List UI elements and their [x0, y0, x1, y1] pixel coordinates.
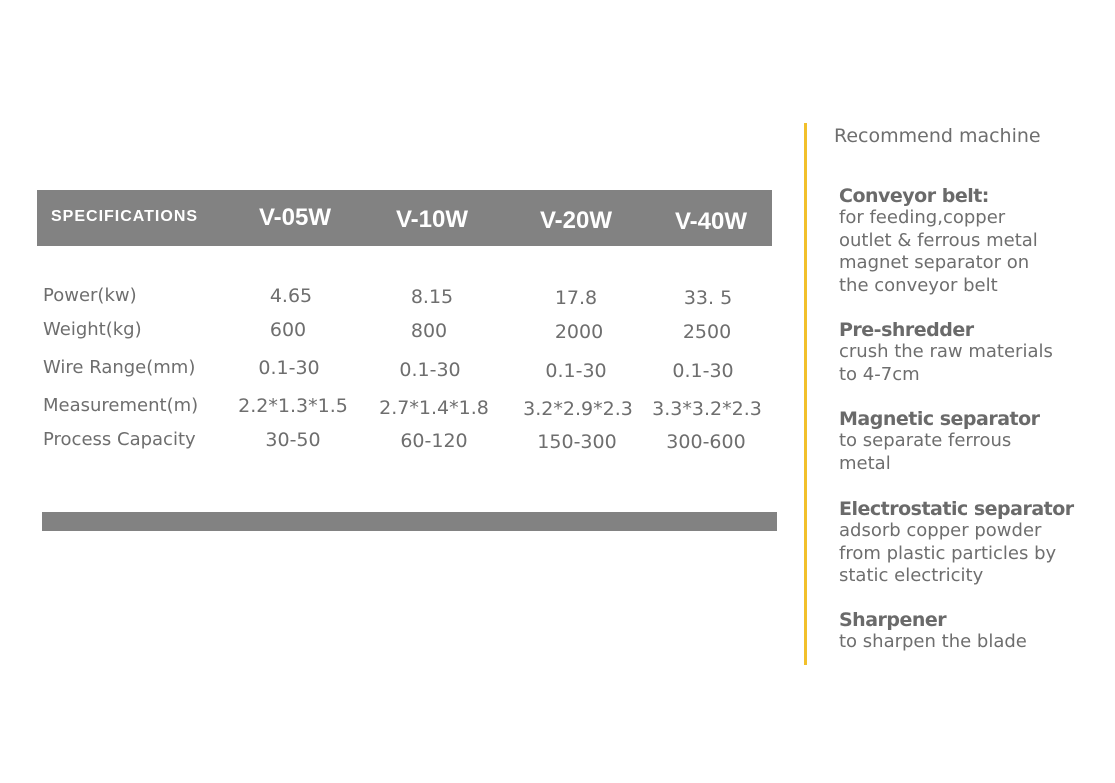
table-cell: 3.2*2.9*2.3 — [523, 398, 633, 420]
recommend-item-name: Conveyor belt: — [839, 185, 989, 207]
spec-header-label: SPECIFICATIONS — [51, 208, 199, 225]
recommend-item-pre-shredder — [839, 319, 1079, 386]
table-cell: 30-50 — [265, 429, 321, 451]
sidebar-divider — [804, 123, 807, 665]
recommend-item-name: Pre-shredder — [839, 319, 974, 341]
recommend-item-desc: adsorb copper powder from plastic particles by static electricity — [839, 520, 1057, 586]
recommend-item-magnetic-separator — [839, 408, 1079, 475]
sidebar-title: Recommend machine — [834, 125, 1041, 147]
table-cell: 2000 — [554, 321, 604, 343]
recommend-item-desc: to separate ferrous metal — [839, 430, 1012, 474]
row-label-process-capacity: Process Capacity — [43, 429, 196, 450]
recommend-item-desc: to sharpen the blade — [839, 631, 1027, 652]
model-heading-4: V-40W — [674, 208, 748, 235]
table-cell: 2500 — [682, 321, 732, 343]
table-cell: 0.1-30 — [545, 360, 607, 382]
model-heading-1: V-05W — [258, 204, 332, 231]
recommend-item-name: Electrostatic separator — [839, 498, 1074, 520]
table-cell: 0.1-30 — [672, 360, 734, 382]
table-cell: 4.65 — [269, 285, 313, 307]
recommend-item-name: Sharpener — [839, 609, 947, 631]
row-label-measurement: Measurement(m) — [43, 395, 199, 416]
recommend-item-sharpener — [839, 609, 1079, 654]
table-cell: 17.8 — [554, 287, 598, 309]
table-cell: 800 — [410, 320, 448, 342]
row-label-wire-range: Wire Range(mm) — [43, 357, 196, 378]
table-cell: 8.15 — [410, 286, 454, 308]
table-cell: 33. 5 — [683, 287, 733, 309]
recommend-item-electrostatic-separator — [839, 498, 1079, 588]
table-footer-bar — [42, 512, 777, 531]
recommend-item-name: Magnetic separator — [839, 408, 1040, 430]
model-heading-2: V-10W — [395, 206, 469, 233]
table-cell: 60-120 — [400, 430, 468, 452]
table-cell: 2.2*1.3*1.5 — [238, 395, 348, 417]
table-cell: 600 — [269, 319, 307, 341]
recommend-item-desc: crush the raw materials to 4-7cm — [839, 341, 1053, 385]
table-cell: 150-300 — [537, 431, 617, 453]
table-cell: 300-600 — [666, 431, 746, 453]
recommend-item-conveyor-belt — [839, 185, 1079, 297]
table-cell: 0.1-30 — [258, 357, 320, 379]
spec-table-header — [37, 190, 772, 246]
table-cell: 0.1-30 — [399, 359, 461, 381]
row-label-power: Power(kw) — [43, 285, 137, 306]
recommend-item-desc: for feeding,copper outlet & ferrous metal magnet separator on the conveyor belt — [839, 207, 1038, 296]
model-heading-3: V-20W — [539, 207, 613, 234]
row-label-weight: Weight(kg) — [43, 319, 142, 340]
table-cell: 2.7*1.4*1.8 — [379, 397, 489, 419]
table-cell: 3.3*3.2*2.3 — [652, 398, 762, 420]
